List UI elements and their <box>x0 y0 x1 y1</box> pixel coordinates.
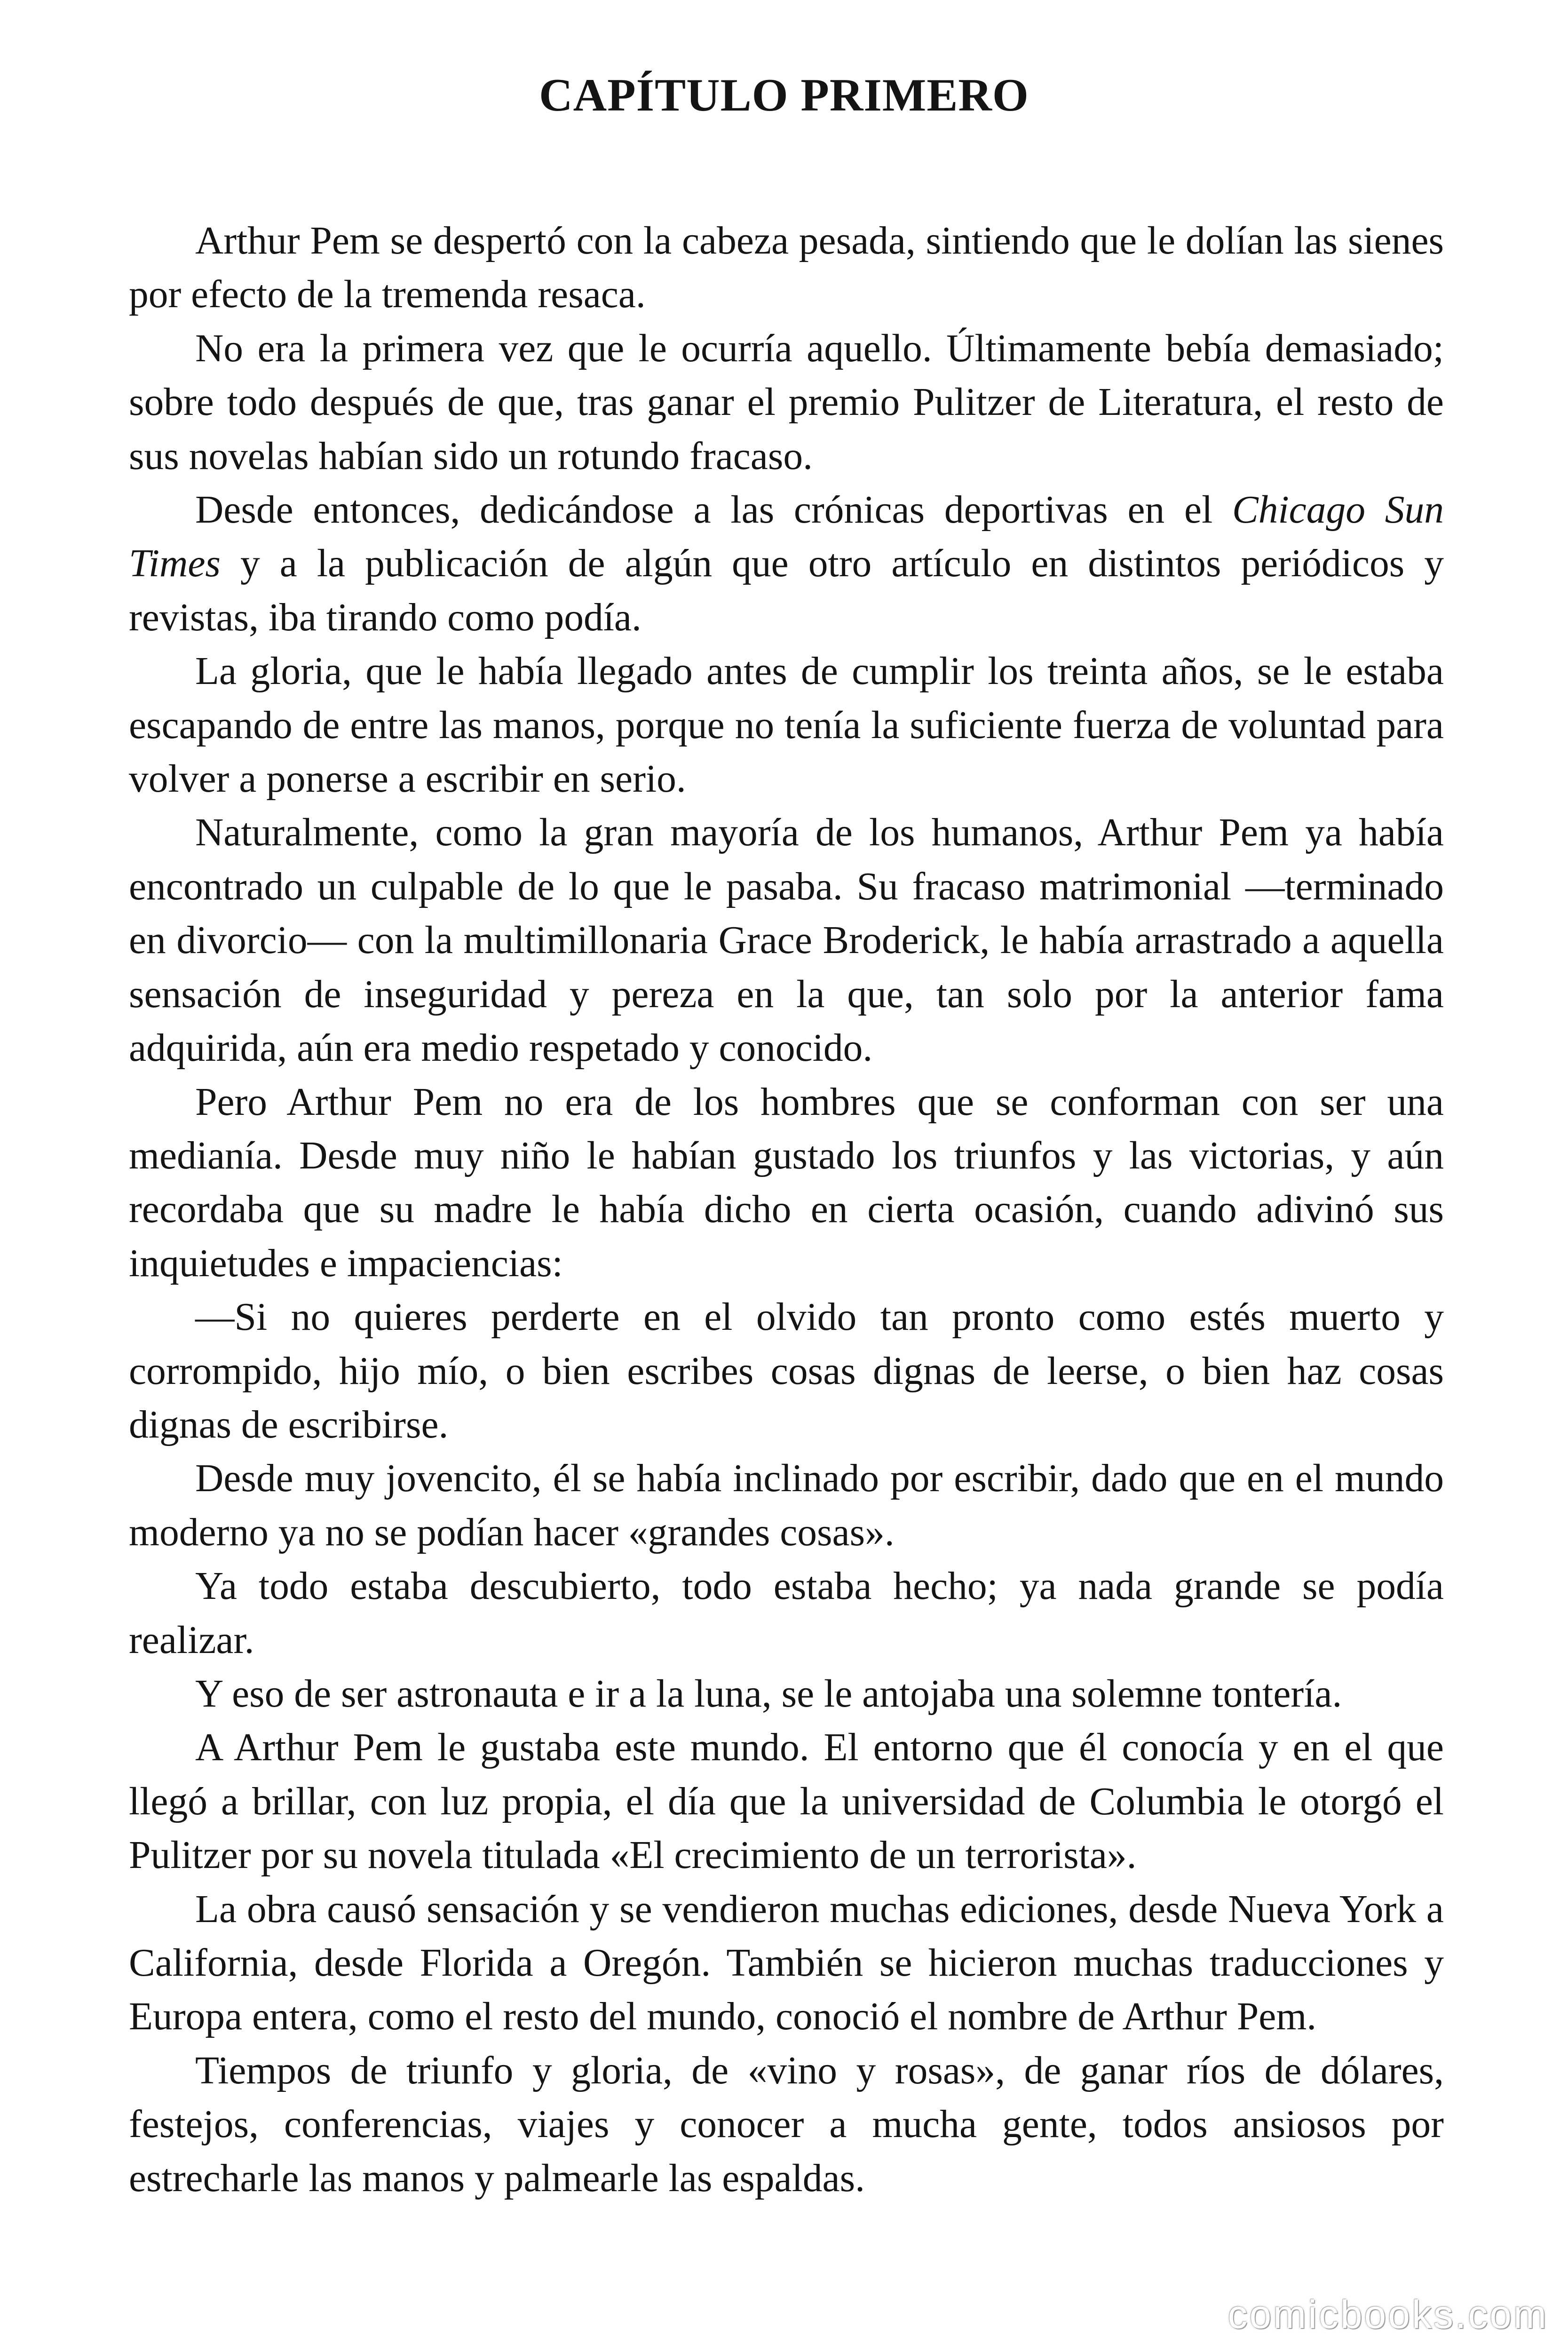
paragraph-11: A Arthur Pem le gustaba este mundo. El entorno que él conocía y en el que llegó a brillar, con luz propia, el día que la universidad de Columbia le otorgó el Pulitzer por su novela titulada «El crecimiento de un terrorista». <box>129 1726 1444 1877</box>
paragraph-3 <box>129 483 1444 644</box>
paragraph-5: Naturalmente, como la gran mayoría de los humanos, Arthur Pem ya había encontrado un culpable de lo que le pasaba. Su fracaso matrimonial —terminado en divorcio— con la multimillonaria Grace Broderick, le había arrastrado a aquella sensación de inseguridad y pereza en la que, tan solo por la anterior fama adquirida, aún era medio respetado y conocido. <box>129 811 1444 1070</box>
paragraph-2: No era la primera vez que le ocurría aquello. Últimamente bebía demasiado; sobre todo después de que, tras ganar el premio Pulitzer de Literatura, el resto de sus novelas habían sido un rotundo fracaso. <box>129 326 1444 478</box>
paragraph-9: Ya todo estaba descubierto, todo estaba hecho; ya nada grande se podía realizar. <box>129 1565 1444 1662</box>
paragraph-6: Pero Arthur Pem no era de los hombres que se conforman con ser una medianía. Desde muy niño le habían gustado los triunfos y las victorias, y aún recordaba que su madre le había dicho en cierta ocasión, cuando adivinó sus inquietudes e impaciencias: <box>129 1080 1444 1285</box>
chapter-title: CAPÍTULO PRIMERO <box>539 70 1029 121</box>
paragraph-7-dialogue: —Si no quieres perderte en el olvido tan pronto como estés muerto y corrompido, hijo mío, o bien escribes cosas dignas de leerse, o bien haz cosas dignas de escribirse. <box>129 1295 1444 1446</box>
newspaper-title-italic: Chicago Sun Times <box>129 488 1444 586</box>
paragraph-13: Tiempos de triunfo y gloria, de «vino y rosas», de ganar ríos de dólares, festejos, conferencias, viajes y conocer a mucha gente, todos ansiosos por estrecharle las manos y palmearle las espaldas. <box>129 2049 1444 2200</box>
paragraph-12: La obra causó sensación y se vendieron muchas ediciones, desde Nueva York a California, desde Florida a Oregón. También se hicieron muchas traducciones y Europa entera, como el resto del mundo, conoció el nombre de Arthur Pem. <box>129 1887 1444 2039</box>
paragraph-3-end: y a la publicación de algún que otro artículo en distintos periódicos y revistas, iba tirando como podía. <box>129 542 1444 639</box>
watermark-logo: comicbooks.com <box>1227 2292 1548 2336</box>
paragraph-3-start: Desde entonces, dedicándose a las crónicas deportivas en el <box>195 488 1233 532</box>
chapter-body <box>129 214 1444 2205</box>
paragraph-8: Desde muy jovencito, él se había inclinado por escribir, dado que en el mundo moderno ya no se podían hacer «grandes cosas». <box>129 1457 1444 1554</box>
paragraph-10: Y eso de ser astronauta e ir a la luna, se le antojaba una solemne tontería. <box>195 1672 1342 1716</box>
paragraph-4: La gloria, que le había llegado antes de cumplir los treinta años, se le estaba escapando de entre las manos, porque no tenía la suficiente fuerza de voluntad para volver a ponerse a escribir en serio. <box>129 650 1444 801</box>
paragraph-1: Arthur Pem se despertó con la cabeza pesada, sintiendo que le dolían las sienes por efecto de la tremenda resaca. <box>129 219 1444 317</box>
